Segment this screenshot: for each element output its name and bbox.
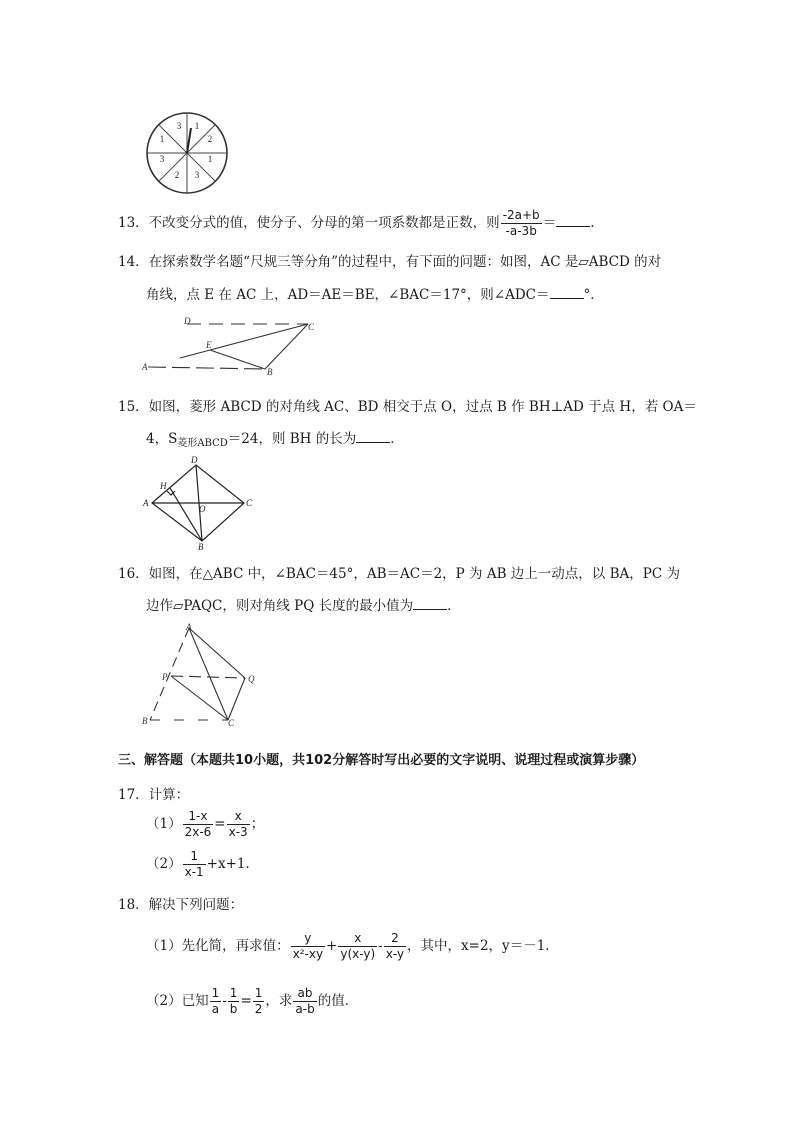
question-18-title: 18．解决下列问题： bbox=[118, 897, 244, 913]
numerator: ab bbox=[293, 986, 316, 1002]
q17-p2-fraction bbox=[183, 849, 206, 880]
q18-p1-fraction-2 bbox=[338, 931, 377, 962]
answer-blank-14[interactable] bbox=[550, 285, 584, 299]
numerator: 1 bbox=[254, 986, 263, 1000]
label-c: C bbox=[228, 718, 235, 728]
numerator: 1 bbox=[211, 986, 220, 1000]
question-13 bbox=[118, 208, 594, 239]
question-15-line-2 bbox=[146, 427, 404, 449]
denominator: b bbox=[229, 1002, 238, 1016]
label-c: C bbox=[246, 498, 253, 508]
numerator: y bbox=[291, 931, 325, 947]
wheel-sector-label: 3 bbox=[194, 170, 200, 180]
label-a: A bbox=[142, 362, 148, 372]
wheel-sector-label: 2 bbox=[207, 134, 213, 144]
q18-p1-label: （1）先化简，再求值： bbox=[146, 938, 290, 954]
question-17-part-2 bbox=[146, 849, 259, 880]
q18-p2-mid: ，求 bbox=[265, 993, 293, 1009]
section-3-heading: 三、解答题（本题共10小题，共102分解答时写出必要的文字说明、说理过程或演算步骤） bbox=[118, 753, 645, 768]
answer-blank-15[interactable] bbox=[356, 429, 390, 443]
q13-denominator: -a-3b bbox=[505, 224, 537, 238]
q14-end: °． bbox=[583, 287, 604, 303]
question-16-line-1: 16．如图，在△ABC 中，∠BAC＝45°，AB＝AC＝2，P 为 AB 边上一动点，以 BA，PC 为 bbox=[118, 566, 680, 582]
q18-p1-rest: ，其中，x=2，y＝－1． bbox=[407, 938, 559, 954]
q14-text: 角线，点 E 在 AC 上，AD＝AE＝BE，∠BAC＝17°，则∠ADC＝ bbox=[146, 287, 550, 303]
wheel-sector-label: 3 bbox=[176, 121, 182, 131]
q18-p2-fraction-3 bbox=[253, 986, 265, 1017]
label-p: P bbox=[162, 672, 168, 682]
label-a: A bbox=[143, 498, 149, 508]
q17-p1-end: ； bbox=[250, 816, 265, 832]
numerator: 1 bbox=[183, 849, 206, 865]
numerator: x bbox=[227, 809, 250, 825]
question-16-line-2 bbox=[146, 594, 461, 614]
question-18-part-1 bbox=[146, 931, 559, 962]
q18-p2-end: 的值． bbox=[317, 993, 359, 1009]
q18-p2-label: （2）已知 bbox=[146, 993, 209, 1009]
q18-p2-fraction-2 bbox=[228, 986, 240, 1017]
question-17-title: 17．计算： bbox=[118, 787, 190, 803]
label-d: D bbox=[184, 316, 191, 326]
q17-p1-fraction-2 bbox=[227, 809, 250, 840]
label-q: Q bbox=[248, 674, 255, 684]
q18-p1-fraction-3 bbox=[384, 931, 406, 962]
denominator: x-3 bbox=[228, 825, 248, 839]
denominator: x²-xy bbox=[292, 947, 324, 961]
label-b: B bbox=[267, 367, 273, 377]
label-d: D bbox=[191, 455, 198, 465]
answer-blank-13[interactable] bbox=[556, 213, 590, 227]
q18-p2-fraction-1 bbox=[210, 986, 222, 1017]
operator: = bbox=[240, 993, 252, 1009]
q17-p2-rest: +x+1． bbox=[206, 856, 259, 872]
wheel-sector-label: 2 bbox=[174, 170, 180, 180]
parallelogram-abcd-figure bbox=[140, 312, 330, 378]
operator: + bbox=[326, 938, 338, 954]
denominator: x-1 bbox=[184, 865, 204, 879]
denominator: x-y bbox=[385, 947, 405, 961]
question-18-part-2 bbox=[146, 986, 358, 1017]
operator: - bbox=[222, 993, 227, 1009]
label-a: A bbox=[186, 622, 192, 632]
triangle-abc-parallelogram-figure bbox=[138, 622, 268, 730]
label-e: E bbox=[206, 340, 212, 350]
numerator: x bbox=[338, 931, 377, 947]
numerator: 2 bbox=[384, 931, 406, 947]
wheel-sector-label: 1 bbox=[194, 121, 200, 131]
question-14-line-1: 14．在探索数学名题“尺规三等分角”的过程中，有下面的问题：如图，AC 是▱ABCD 的对 bbox=[118, 254, 662, 270]
label-b: B bbox=[198, 542, 204, 551]
q17-p1-label: （1） bbox=[146, 816, 182, 832]
question-15-line-1: 15．如图，菱形 ABCD 的对角线 AC、BD 相交于点 O，过点 B 作 BH⊥AD 于点 H，若 OA＝ bbox=[118, 399, 697, 415]
q13-text: 13．不改变分式的值，使分子、分母的第一项系数都是正数，则 bbox=[118, 215, 500, 231]
answer-blank-16[interactable] bbox=[413, 596, 447, 610]
question-17-part-1 bbox=[146, 809, 264, 840]
denominator: a-b bbox=[295, 1002, 315, 1016]
q13-numerator: -2a+b bbox=[502, 208, 540, 222]
operator: = bbox=[214, 816, 226, 832]
operator: - bbox=[378, 938, 383, 954]
q18-p1-fraction-1 bbox=[291, 931, 325, 962]
rhombus-abcd-figure bbox=[140, 455, 260, 551]
q13-equals: ＝ bbox=[542, 215, 557, 231]
q15-text-b: ＝24，则 BH 的长为 bbox=[227, 431, 357, 447]
q17-p1-fraction-1 bbox=[183, 809, 214, 840]
denominator: 2x-6 bbox=[184, 825, 212, 839]
wheel-sector-label: 1 bbox=[159, 134, 165, 144]
denominator: 2 bbox=[254, 1002, 263, 1016]
q16-end: ． bbox=[447, 598, 461, 614]
denominator: y(x-y) bbox=[340, 947, 376, 961]
q13-fraction bbox=[501, 208, 542, 239]
label-h: H bbox=[160, 481, 167, 491]
q15-text-a: 4，S bbox=[146, 431, 178, 447]
q15-subscript: 菱形ABCD bbox=[177, 438, 228, 449]
q15-end: ． bbox=[390, 431, 404, 447]
label-b: B bbox=[142, 716, 148, 726]
label-o: O bbox=[199, 504, 206, 514]
numerator: 1 bbox=[229, 986, 238, 1000]
q17-p2-label: （2） bbox=[146, 856, 182, 872]
denominator: a bbox=[211, 1002, 220, 1016]
q16-text: 边作▱PAQC，则对角线 PQ 长度的最小值为 bbox=[146, 598, 414, 614]
spinner-wheel-figure bbox=[144, 110, 230, 196]
numerator: 1-x bbox=[183, 809, 214, 825]
q18-p2-fraction-4 bbox=[293, 986, 316, 1017]
wheel-sector-label: 1 bbox=[207, 154, 213, 164]
q13-end: . bbox=[590, 215, 595, 231]
label-c: C bbox=[308, 322, 315, 332]
question-14-line-2 bbox=[146, 283, 604, 303]
wheel-sector-label: 3 bbox=[159, 154, 165, 164]
